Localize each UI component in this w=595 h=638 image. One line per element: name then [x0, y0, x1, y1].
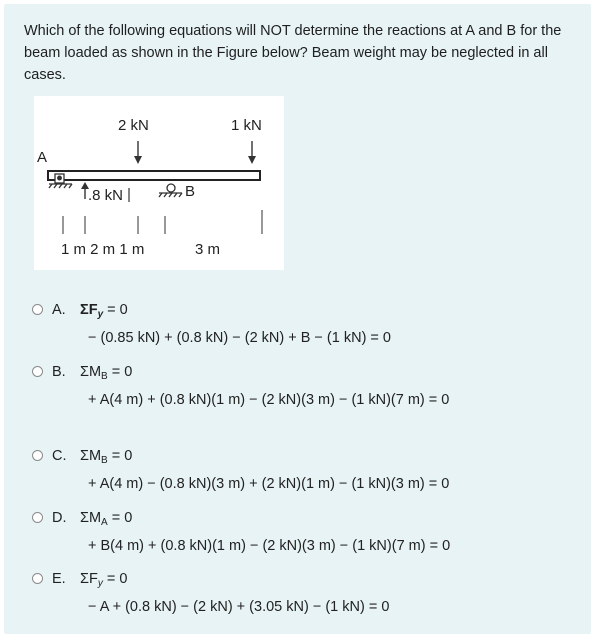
label-b: B — [185, 183, 196, 200]
option-b-equation: $\Sigma M_B = 0$ — [80, 364, 133, 382]
arrow-down-1kn-icon — [248, 141, 256, 164]
dimension-ticks — [63, 210, 262, 234]
beam-figure — [34, 96, 284, 270]
option-c-radio[interactable] — [32, 450, 43, 461]
dimension-labels: 1 m 2 m 1 m — [61, 241, 145, 258]
option-d-letter: D. — [52, 510, 67, 526]
beam-diagram — [34, 96, 284, 270]
load-1kn-label: 1 kN — [231, 117, 262, 134]
option-a-equation: $\Sigma F_y = 0$ — [80, 302, 128, 320]
question-text: Which of the following equations will NOT determine the reactions at A and B for the beam loaded as shown in the Figure below? Beam weight may be neglected in all cases. — [24, 23, 562, 83]
option-d-radio[interactable] — [32, 512, 43, 523]
option-e-equation: $\Sigma F_y = 0$ — [80, 571, 128, 589]
arrow-down-2kn-icon — [134, 141, 142, 164]
option-d-expression: + B(4 m) + (0.8 kN)(1 m) − (2 kN)(3 m) − (1 kN)(7 m) = 0 — [88, 538, 451, 554]
option-c-equation: $\Sigma M_B = 0$ — [80, 448, 133, 466]
question-card — [4, 4, 591, 634]
label-a: A — [37, 149, 48, 166]
option-a-expression: − (0.85 kN) + (0.8 kN) − (2 kN) + B − (1 kN) = 0 — [88, 330, 391, 346]
load-08kn-label: .8 kN — [88, 187, 124, 204]
load-2kn-label: 2 kN — [118, 117, 149, 134]
option-b-letter: B. — [52, 364, 66, 380]
option-e-expression: − A + (0.8 kN) − (2 kN) + (3.05 kN) − (1 kN) = 0 — [88, 599, 390, 615]
option-c-expression: + A(4 m) − (0.8 kN)(3 m) + (2 kN)(1 m) − (1 kN)(3 m) = 0 — [88, 476, 450, 492]
beam — [48, 171, 260, 180]
dimension-3m-label: 3 m — [195, 241, 221, 258]
option-b-expression: + A(4 m) + (0.8 kN)(1 m) − (2 kN)(3 m) − (1 kN)(7 m) = 0 — [88, 392, 450, 408]
option-a-radio[interactable] — [32, 304, 43, 315]
option-e-radio[interactable] — [32, 573, 43, 584]
option-a-letter: A. — [52, 302, 66, 318]
option-b-radio[interactable] — [32, 366, 43, 377]
option-c-letter: C. — [52, 448, 67, 464]
pin-support-b-icon — [159, 184, 182, 197]
option-d-equation: $\Sigma M_A = 0$ — [80, 510, 133, 528]
option-e-letter: E. — [52, 571, 66, 587]
